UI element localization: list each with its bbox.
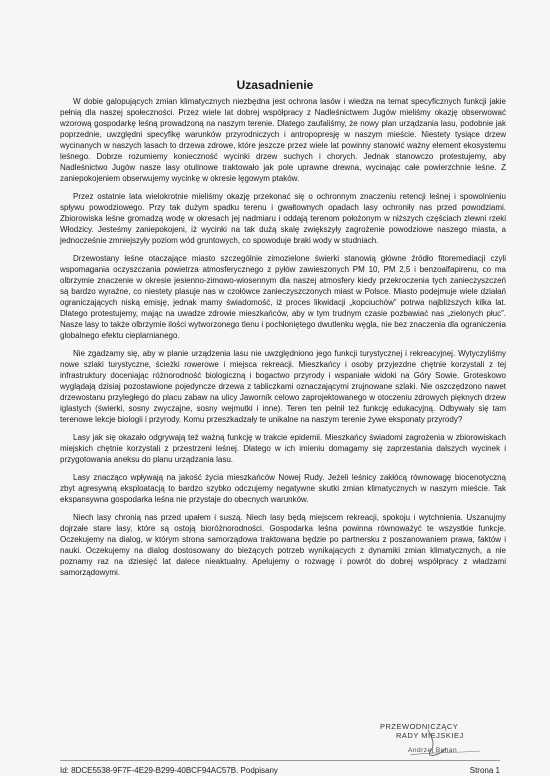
document-title: Uzasadnienie <box>236 78 314 92</box>
document-id: Id: 8DCE5538-9F7F-4E29-B299-40BCF94AC57B. Podpisany <box>60 766 278 775</box>
footer-divider <box>60 760 500 761</box>
paragraph: W dobie galopujących zmian klimatycznych niezbędna jest ochrona lasów i wiedza na temat specyficznych funkcji jakie pełnią dla naszej społeczności. Przez wiele lat dobrej współpracy z Nadleśnictwem Jugów mieliśmy okazję obserwować wzorową gospodarkę leśną prowadzoną na naszym terenie. Dlatego zaufaliśmy, że nowy plan urządzania lasu, podobnie jak poprzednie, uwzględni specyfikę warunków przyrodniczych i antropopresję w naszym mieście. Niestety tysiące drzew wycinanych w naszych lasach to drzewa zdrowe, które jeszcze przez wiele lat powinny stanowić ważny element ekosystemu leśnego. Dobrze rozumiemy konieczność wycinki drzew suchych i chorych. Jednak stanowczo protestujemy, aby Nadleśnictwo Jugów nasze lasy otulinowe traktowało jak pole uprawne drewna, wycinając całe powierzchnie leśne. Z zaniepokojeniem obserwujemy wycinkę w okresie lęgowym ptaków. <box>60 97 506 183</box>
paragraph: Nie zgadzamy się, aby w planie urządzenia lasu nie uwzględniono jego funkcji turystycznej i rekreacyjnej. Wytyczyliśmy nowe szlaki turystyczne, ścieżki rowerowe i miejsca rekreacji. Mieszkańcy i osoby przyjezdne chętnie korzystali z tej infrastruktury doceniając różnorodność biologiczną i bogactwo przyrody i wspaniałe widoki na Góry Sowie. Groteskowo wyglądają dzisiaj pozostawione pojedyncze drzewa z tabliczkami oznaczającymi zrujnowane szlaki. Nie oszczędzono nawet drzewostanu przyległego do placu zabaw na ulicy Jaworník celowo zaprojektowanego w otoczeniu zdrowych pięknych drzew iglastych (świerki, sosny zwyczajne, sosny wejmutki i inne). Teren ten pełnił też funkcję edukacyjną. Odbywały się tam terenowe lekcje biologii i przyrody. Komu przeszkadzały te unikalne na naszym terenie żywe eksponaty przyrody? <box>60 349 506 424</box>
signature-stamp <box>370 722 500 762</box>
paragraph: Drzewostany leśne otaczające miasto szczególnie zimozielone świerki stanowią główne źródło fitoremediacji czyli wspomagania oczyszczania powietrza atmosferycznego z pyłów zawieszonych PM 10, PM 2,5 i benzoalfapirenu, co ma olbrzymie znaczenie w okresie jesienno-zimowo-wiosennym dla naszej atmosfery kiedy przekroczenia tych zanieczyszczeń są bardzo wyraźne, co niestety plasuje nas w czołówce zanieczyszczonych miast w Polsce. Miasto podejmuje wiele działań ograniczających niską emisję, jednak mamy świadomość, iż proces likwidacji „kopciuchów” potrwa najbliższych kilka lat. Dlatego protestujemy, mając na uwadze zdrowie mieszkańców, aby w tym trudnym czasie pozbawiać nas „zielonych płuc”. Nasze lasy to także olbrzymie ilości wytworzonego tlenu i pochłoniętego dwutlenku węgla, nie bez znaczenia dla ograniczenia globalnego efektu cieplarnianego. <box>60 254 506 340</box>
page-number: Strona 1 <box>469 766 500 775</box>
paragraph: Lasy jak się okazało odgrywają też ważną funkcję w trakcie epidemii. Mieszkańcy świadomi zagrożenia w zbiorowiskach miejskich chętnie korzystali z przestrzeni leśnej. Dlatego w ich imieniu domagamy się zaprzestania dalszych wycinek i przygotowania aneksu do planu urządzania lasu. <box>60 433 506 464</box>
paragraph: Przez ostatnie lata wielokrotnie mieliśmy okazję przekonać się o ochronnym znaczeniu retencji leśnej i spowolnieniu spływu powodziowego. Przy tak dużym spadku terenu i gwałtownych opadach lasy ochroniły nas przed powodziami. Zbiorowiska leśne gromadzą wodę w okresach jej nadmiaru i oddają terenom położonym w niższych częściach zlewni rzeki Włodzicy. Jesteśmy zaniepokojeni, iż wycinki na tak dużą skalę zwiększyły zagrożenie powodziowe naszego miasta, a jednocześnie zmniejszyły poziom wód gruntowych, co spowoduje braki wody w studniach. <box>60 192 506 245</box>
signature-name: Andrzej Behan <box>408 747 458 754</box>
paragraph: Niech lasy chronią nas przed upałem i suszą. Niech lasy będą miejscem rekreacji, spokoju i wytchnienia. Uszanujmy dojrzałe stare lasy, które są ostoją bioróżnorodności. Gospodarka leśna powinna równoważyć te wszystkie funkcje. Oczekujemy na dialog, w którym strona samorządowa traktowana będzie po partnersku z poszanowaniem prawa, faktów i nauki. Oczekujemy na dialog dostosowany do bieżących potrzeb wynikających z dynamiki zmian klimatycznych, a nie poznamy raz na dziesięć lat dalece nieaktualny. Apelujemy o rozwagę i powrót do dobrej współpracy z władzami samorządowymi. <box>60 513 506 577</box>
paragraph: Lasy znacząco wpływają na jakość życia mieszkańców Nowej Rudy. Jeżeli leśnicy zakłócą równowagę biocenotyczną zbyt agresywną eksploatacją to bardzo szybko odczujemy negatywne skutki zmian klimatycznych w naszym mieście. Tak ekspansywna gospodarka leśna nie przystaje do obecnych warunków. <box>60 473 506 504</box>
page-footer <box>60 766 500 775</box>
signature-scribble-icon <box>370 722 500 762</box>
signature-title-line2: RADY MIEJSKIEJ <box>396 731 464 740</box>
signature-title-line1: PRZEWODNICZĄCY <box>380 722 459 731</box>
document-body <box>60 96 506 585</box>
